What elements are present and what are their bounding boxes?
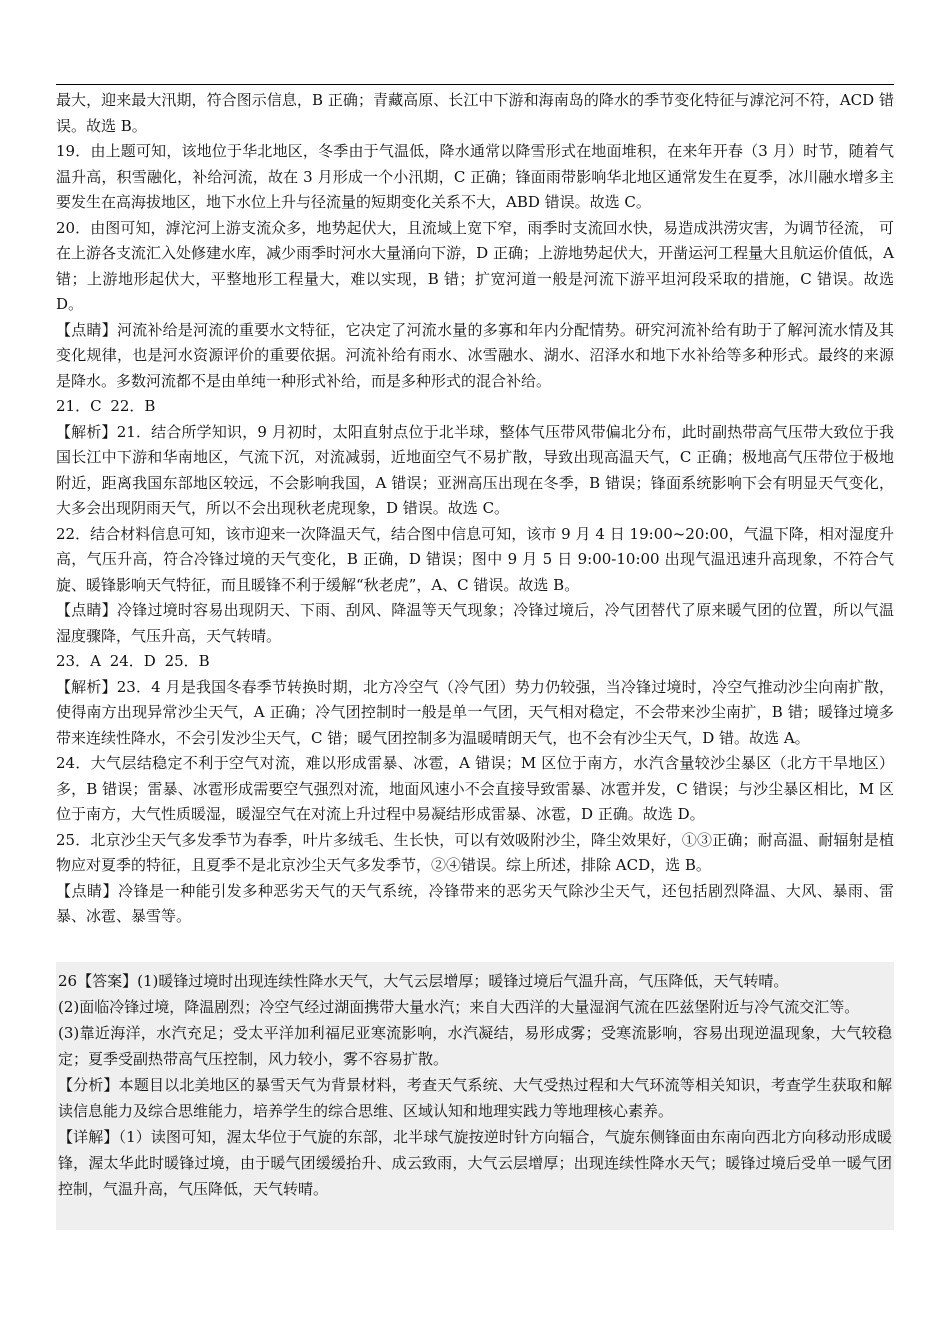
key-point-river-recharge: 【点睛】河流补给是河流的重要水文特征，它决定了河流水量的多寡和年内分配情势。研究河流补给有助于了解河流水情及其变化规律，也是河水资源评价的重要依据。河流补给有雨水、冰雪融水、湖水、沼泽水和地下水补给等多种形式。最终的来源是降水。多数河流都不是由单纯一种形式补给，而是多种形式的混合补给。: [56, 320, 894, 390]
answer-26-part3: (3)靠近海洋，水汽充足；受太平洋加利福尼亚寒流影响，水汽凝结，易形成雾；受寒流影响，容易出现逆温现象，大气较稳定；夏季受副热带高气压控制，风力较小，雾不容易扩散。: [58, 1024, 892, 1068]
explanation-section: [56, 88, 894, 930]
analysis-26: 【分析】本题目以北美地区的暴雪天气为背景材料，考查天气系统、大气受热过程和大气环流等相关知识，考查学生获取和解读信息能力及综合思维能力，培养学生的综合思维、区域认知和地理实践力等地理核心素养。: [58, 1076, 892, 1120]
answer-20-explanation: 20．由图可知，滹沱河上游支流众多，地势起伏大，且流域上宽下窄，雨季时支流回水快，易造成洪涝灾害，为调节径流， 可在上游各支流汇入处修建水库，减少雨季时河水大量涌向下游，D 正确；上游地势起伏大，开凿运河工程量大且航运价值低，A 错；上游地形起伏大，平整地形工程量大，难以实现，B 错；扩宽河道一般是河流下游平坦河段采取的措施，C 错误。故选 D。: [56, 218, 894, 313]
key-point-cold-front-weather: 【点睛】冷锋是一种能引发多种恶劣天气的天气系统，冷锋带来的恶劣天气除沙尘天气，还包括剧烈降温、大风、暴雨、雷暴、冰雹、暴雪等。: [56, 881, 894, 925]
answer-26-part1: 26【答案】(1)暖锋过境时出现连续性降水天气，大气云层增厚；暖锋过境后气温升高，气压降低，天气转晴。: [58, 972, 789, 990]
analysis-25: 25．北京沙尘天气多发季节为春季，叶片多绒毛、生长快，可以有效吸附沙尘，降尘效果好，①③正确；耐高温、耐辐射是植物应对夏季的特征，且夏季不是北京沙尘天气多发季节，②④错误。综上所述，排除 ACD，选 B。: [56, 830, 894, 874]
answer-26-part2: (2)面临冷锋过境，降温剧烈；冷空气经过湖面携带大量水汽；来自大西洋的大量湿润气流在匹兹堡附近与冷气流交汇等。: [58, 998, 860, 1016]
answer-18-continuation: 最大，迎来最大汛期，符合图示信息，B 正确；青藏高原、长江中下游和海南岛的降水的季节变化特征与滹沱河不符，ACD 错误。故选 B。: [56, 91, 894, 135]
key-point-cold-front: 【点睛】冷锋过境时容易出现阴天、下雨、刮风、降温等天气现象；冷锋过境后，冷气团替代了原来暖气团的位置，所以气温湿度骤降，气压升高，天气转晴。: [56, 601, 894, 645]
answers-21-22: 21．C 22．B: [56, 397, 156, 415]
analysis-23: 【解析】23．4 月是我国冬春季节转换时期，北方冷空气（冷气团）势力仍较强，当冷锋过境时，冷空气推动沙尘向南扩散，使得南方出现异常沙尘天气，A 正确；冷气团控制时一般是单一气团，天气相对稳定，不会带来沙尘南扩，B 错；暖锋过境多带来连续性降水，不会引发沙尘天气，C 错；暖气团控制多为温暖晴朗天气，也不会有沙尘天气，D 错。故选 A。: [56, 677, 894, 747]
analysis-22: 22．结合材料信息可知，该市迎来一次降温天气，结合图中信息可知，该市 9 月 4 日 19:00~20:00，气温下降，相对湿度升高，气压升高，符合冷锋过境的天气变化，B 正确，D 错误；图中 9 月 5 日 9:00-10:00 出现气温迅速升高现象，不符合气旋、暖锋影响天气特征，而且暖锋不利于缓解“秋老虎”，A、C 错误。故选 B。: [56, 524, 894, 594]
answers-23-25: 23．A 24．D 25．B: [56, 652, 210, 670]
analysis-21: 【解析】21．结合所学知识，9 月初时，太阳直射点位于北半球，整体气压带风带偏北分布，此时副热带高气压带大致位于我国长江中下游和华南地区，气流下沉，对流减弱，近地面空气不易扩散，导致出现高温天气，C 正确；极地高气压带位于极地附近，距离我国东部地区较远，不会影响我国，A 错误；亚洲高压出现在冬季，B 错误；锋面系统影响下会有明显天气变化，大多会出现阴雨天气，所以不会出现秋老虎现象，D 错误。故选 C。: [56, 422, 894, 517]
header-rule: [56, 84, 894, 85]
analysis-24: 24．大气层结稳定不利于空气对流，难以形成雷暴、冰雹，A 错误；M 区位于南方，水汽含量较沙尘暴区（北方干旱地区）多，B 错误；雷暴、冰雹形成需要空气强烈对流，地面风速小不会直接导致雷暴、冰雹并发，C 错误；与沙尘暴区相比，M 区位于南方，大气性质暖湿，暖湿空气在对流上升过程中易凝结形成雷暴、冰雹，D 正确。故选 D。: [56, 754, 894, 823]
detailed-explanation-26: 【详解】（1）读图可知，渥太华位于气旋的东部，北半球气旋按逆时针方向辐合，气旋东侧锋面由东南向西北方向移动形成暖锋，渥太华此时暖锋过境，由于暖气团缓缓抬升、成云致雨，大气云层增厚；出现连续性降水天气；暖锋过境后受单一暖气团控制，气温升高，气压降低，天气转晴。: [58, 1128, 892, 1198]
question-26-section: [58, 968, 892, 1202]
answer-19-explanation: 19．由上题可知，该地位于华北地区，冬季由于气温低，降水通常以降雪形式在地面堆积，在来年开春（3 月）时节，随着气温升高，积雪融化，补给河流，故在 3 月形成一个小汛期，C 正确；锋面雨带影响华北地区通常发生在夏季，冰川融水增多主要发生在高海拔地区，地下水位上升与径流量的短期变化关系不大，ABD 错误。故选 C。: [56, 142, 894, 211]
